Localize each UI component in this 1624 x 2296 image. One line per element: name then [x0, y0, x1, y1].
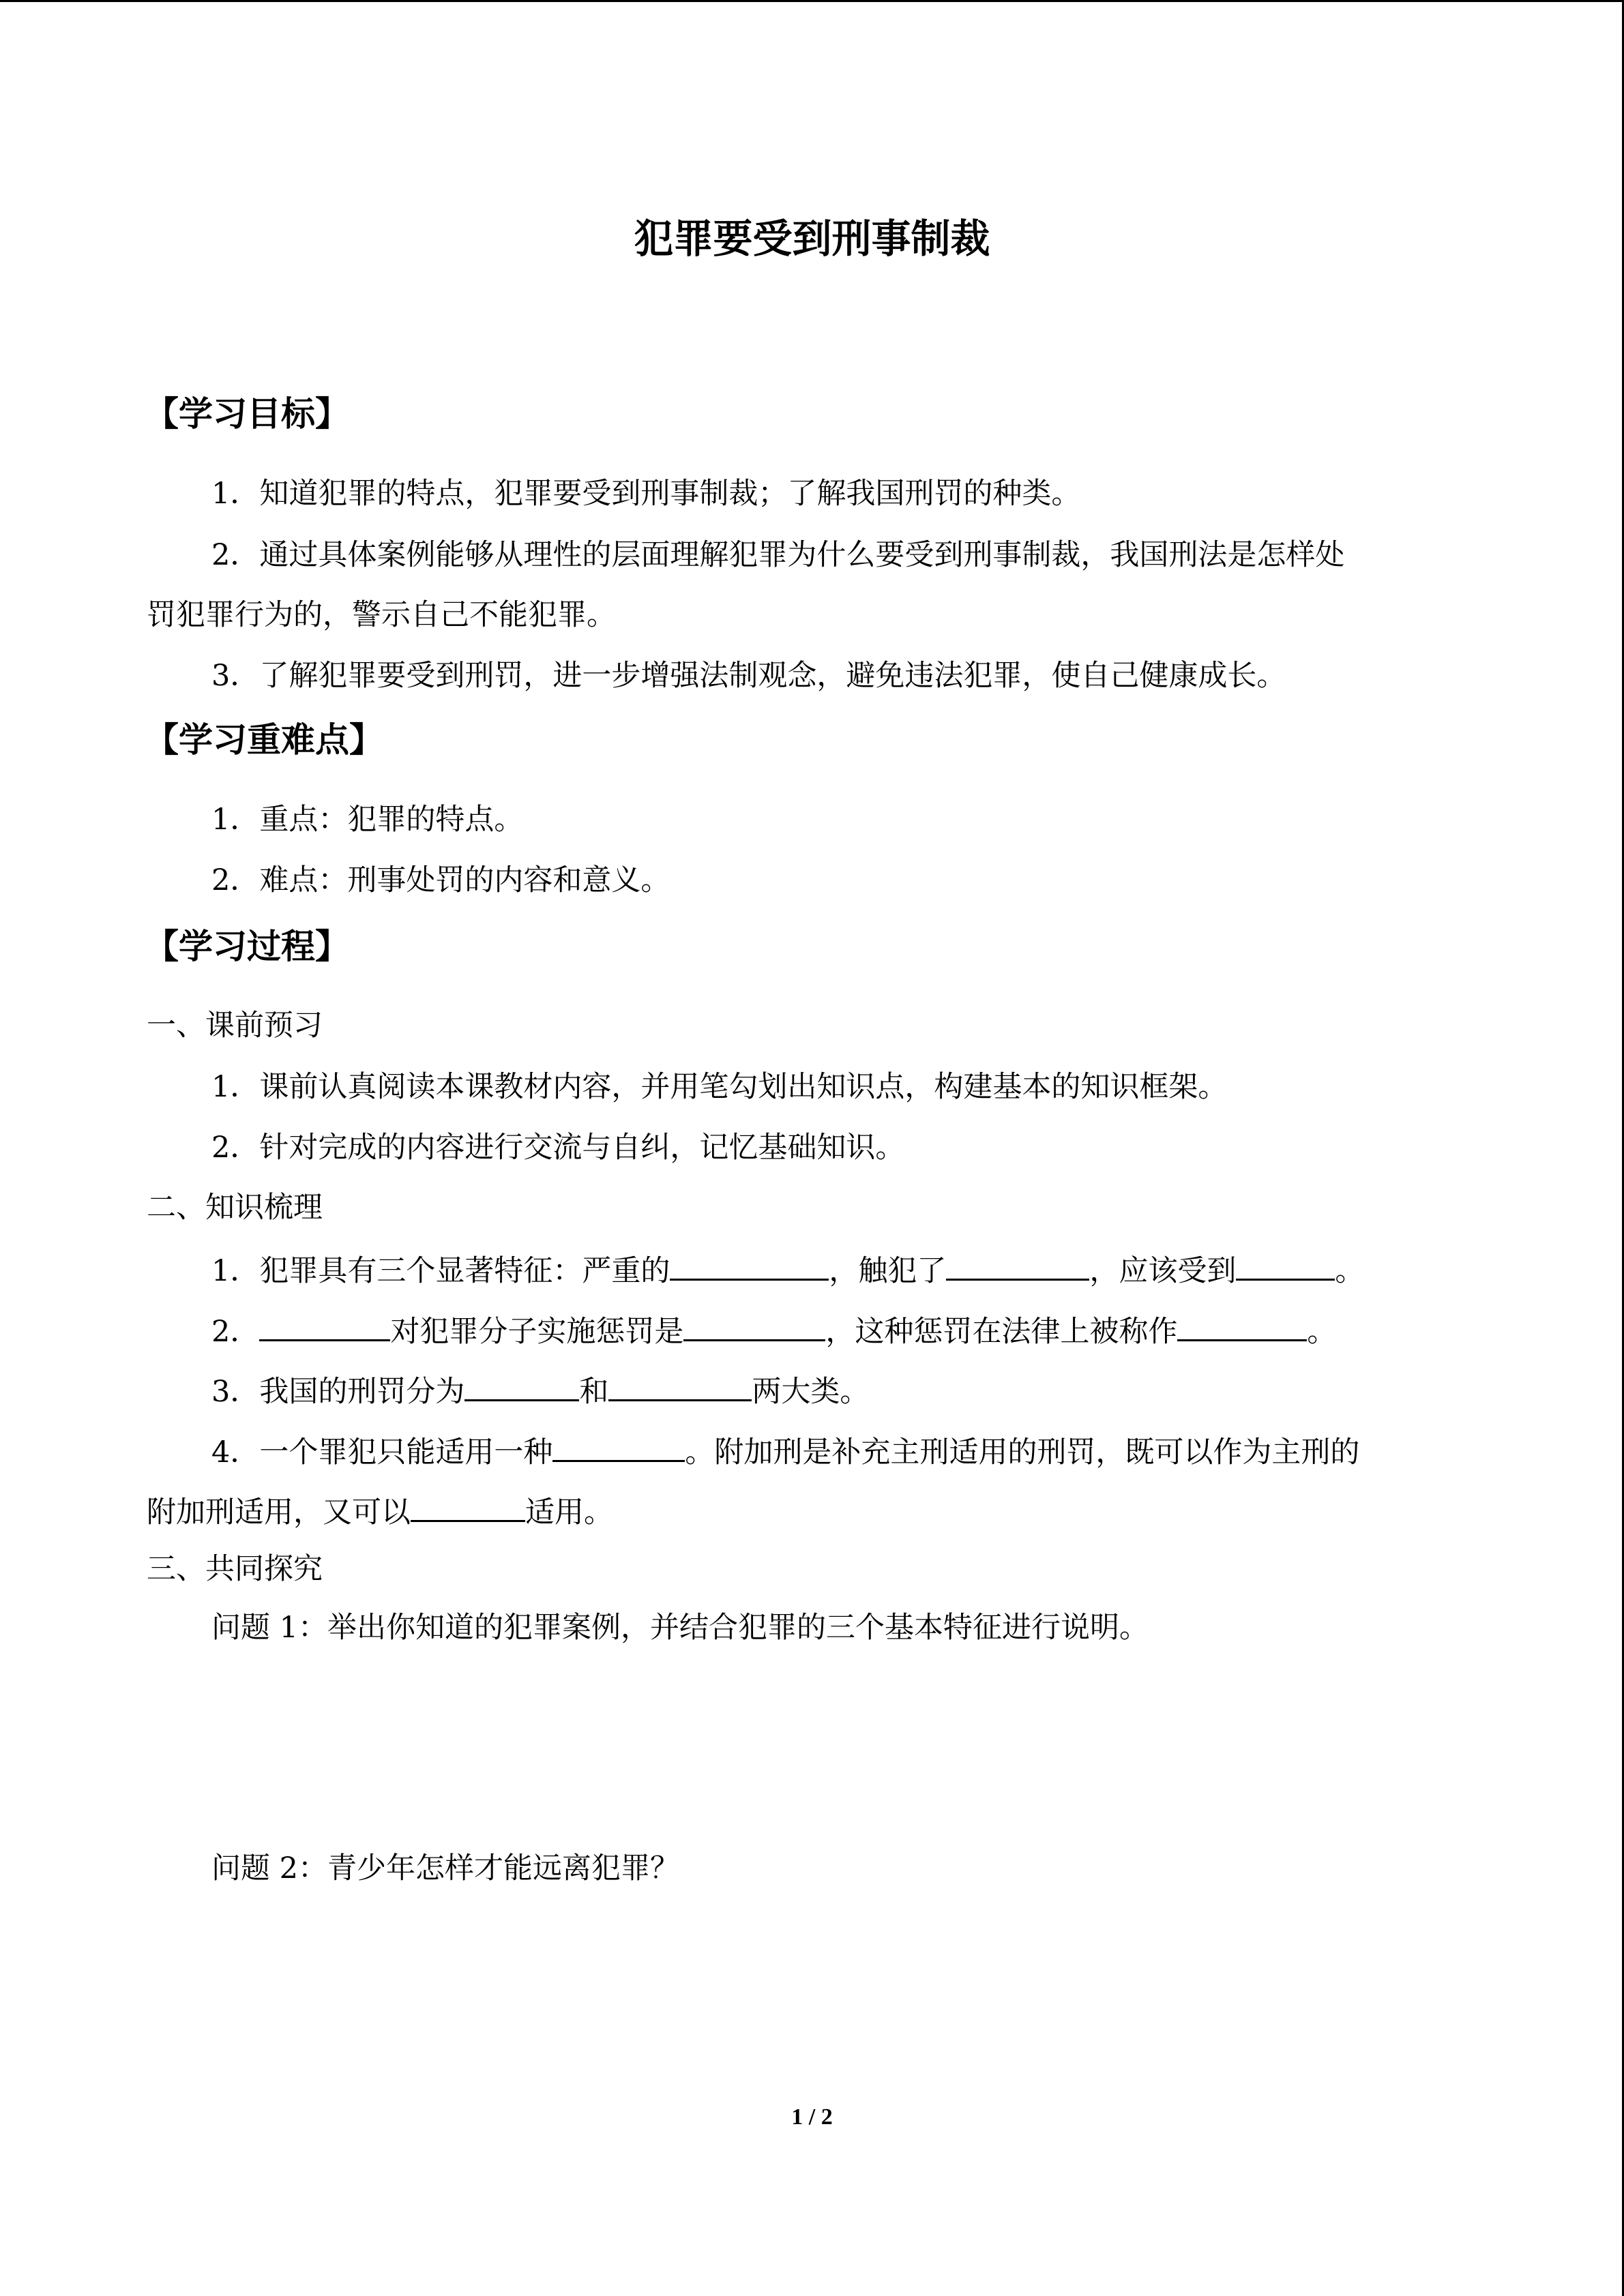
process-heading: 【学习过程】	[145, 927, 349, 966]
key-point-item-2: 2．难点：刑事处罚的内容和意义。	[211, 863, 670, 897]
fill-q3-text-c: 两大类。	[752, 1375, 870, 1409]
fill-blank[interactable]	[1177, 1309, 1307, 1341]
fill-q4-text-d: 适用。	[525, 1495, 613, 1530]
key-point-item-1: 1．重点：犯罪的特点。	[211, 803, 524, 837]
page-title: 犯罪要受到刑事制裁	[634, 215, 990, 262]
fill-q1-text-b: ，触犯了	[829, 1254, 947, 1288]
fill-blank[interactable]	[670, 1249, 829, 1281]
part1-label: 一、课前预习	[147, 1009, 323, 1043]
objective-item-2: 2．通过具体案例能够从理性的层面理解犯罪为什么要受到刑事制裁，我国刑法是怎样处	[211, 538, 1345, 572]
discussion-question-2: 问题 2：青少年怎样才能远离犯罪？	[211, 1851, 680, 1885]
fill-q4-text-a: 4．一个罪犯只能适用一种	[211, 1435, 553, 1470]
fill-blank[interactable]	[411, 1490, 525, 1522]
page-number: 1 / 2	[791, 2104, 833, 2130]
fill-q2-text-b: 对犯罪分子实施惩罚是	[390, 1315, 684, 1349]
fill-blank[interactable]	[464, 1369, 579, 1401]
fill-question-3	[211, 1369, 869, 1412]
fill-blank[interactable]	[552, 1430, 685, 1462]
fill-question-1	[211, 1249, 1364, 1292]
objective-item-2-cont: 罚犯罪行为的，警示自己不能犯罪。	[147, 598, 616, 632]
part3-label: 三、共同探究	[147, 1552, 323, 1586]
part2-label: 二、知识梳理	[147, 1191, 323, 1225]
fill-blank[interactable]	[1236, 1249, 1335, 1281]
part1-item-2: 2．针对完成的内容进行交流与自纠，记忆基础知识。	[211, 1131, 905, 1165]
fill-q4-text-b: 。附加刑是补充主刑适用的刑罚，既可以作为主刑的	[685, 1435, 1360, 1470]
fill-question-2	[211, 1309, 1336, 1352]
fill-q1-text-c: ，应该受到	[1089, 1254, 1237, 1288]
fill-q1-text-a: 1．犯罪具有三个显著特征：严重的	[211, 1254, 670, 1288]
fill-q2-text-c: ，这种惩罚在法律上被称作	[825, 1315, 1178, 1349]
objective-item-3: 3．了解犯罪要受到刑罚，进一步增强法制观念，避免违法犯罪，使自己健康成长。	[211, 659, 1286, 693]
fill-blank[interactable]	[946, 1249, 1089, 1281]
fill-blank[interactable]	[259, 1309, 390, 1341]
objectives-heading: 【学习目标】	[145, 394, 349, 434]
fill-q3-text-a: 3．我国的刑罚分为	[211, 1375, 465, 1409]
key-points-heading: 【学习重难点】	[145, 720, 383, 760]
fill-q2-text-a: 2．	[211, 1315, 260, 1349]
fill-blank[interactable]	[608, 1369, 752, 1401]
fill-blank[interactable]	[683, 1309, 825, 1341]
fill-q2-text-d: 。	[1307, 1315, 1337, 1349]
discussion-question-1: 问题 1：举出你知道的犯罪案例，并结合犯罪的三个基本特征进行说明。	[211, 1611, 1149, 1645]
fill-q1-text-d: 。	[1335, 1254, 1365, 1288]
fill-question-4-cont	[147, 1490, 613, 1533]
fill-question-4	[211, 1430, 1359, 1473]
fill-q3-text-b: 和	[579, 1375, 609, 1409]
fill-q4-text-c: 附加刑适用，又可以	[147, 1495, 411, 1530]
objective-item-1: 1．知道犯罪的特点，犯罪要受到刑事制裁；了解我国刑罚的种类。	[211, 477, 1081, 511]
part1-item-1: 1．课前认真阅读本课教材内容，并用笔勾划出知识点，构建基本的知识框架。	[211, 1070, 1228, 1104]
